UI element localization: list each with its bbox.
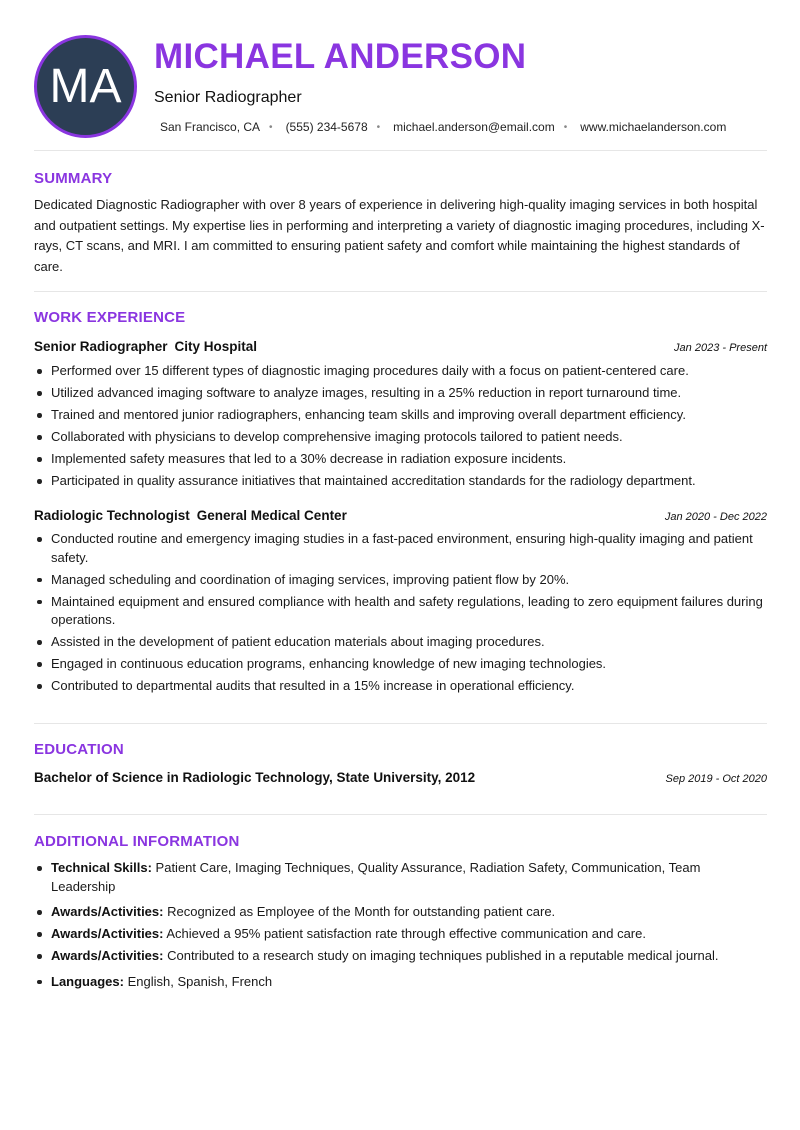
job-role: Radiologic Technologist bbox=[34, 508, 190, 523]
contact-location: San Francisco, CA bbox=[160, 120, 261, 134]
divider bbox=[34, 723, 767, 724]
job-header bbox=[34, 507, 767, 525]
list-item: Collaborated with physicians to develop comprehensive imaging protocols tailored to patient needs. bbox=[34, 428, 767, 447]
section-title-education: EDUCATION bbox=[34, 741, 124, 758]
list-item: Trained and mentored junior radiographers, enhancing team skills and improving overall department efficiency. bbox=[34, 406, 767, 425]
list-item bbox=[34, 903, 767, 922]
item-text: Contributed to a research study on imaging techniques published in a reputable medical journal. bbox=[167, 948, 719, 963]
list-item: Maintained equipment and ensured compliance with health and safety regulations, leading to zero equipment failures during operations. bbox=[34, 593, 767, 630]
bullet-separator-icon: • bbox=[269, 121, 273, 133]
divider bbox=[34, 150, 767, 151]
contact-info bbox=[160, 120, 726, 134]
list-item: Managed scheduling and coordination of imaging services, improving patient flow by 20%. bbox=[34, 571, 767, 590]
job-company: City Hospital bbox=[174, 339, 258, 354]
job-title: Senior Radiographer bbox=[154, 89, 302, 106]
item-label: Awards/Activities: bbox=[51, 948, 164, 963]
education-entry bbox=[34, 770, 767, 785]
section-title-summary: SUMMARY bbox=[34, 170, 113, 187]
item-label: Languages: bbox=[51, 973, 124, 989]
avatar-initials: MA bbox=[49, 60, 122, 113]
list-item: Engaged in continuous education programs, enhancing knowledge of new imaging technologies. bbox=[34, 655, 767, 674]
list-item bbox=[34, 947, 767, 966]
item-label: Awards/Activities: bbox=[51, 904, 164, 919]
list-item bbox=[34, 859, 767, 896]
list-item bbox=[34, 925, 767, 944]
contact-website[interactable]: www.michaelanderson.com bbox=[580, 120, 727, 134]
section-title-work-experience: WORK EXPERIENCE bbox=[34, 309, 186, 326]
job-header bbox=[34, 338, 767, 356]
summary-text: Dedicated Diagnostic Radiographer with over 8 years of experience in delivering high-quality imaging services in both hospital and outpatient settings. My expertise lies in performing and interpreting a variety of diagnostic imaging procedures, including X-rays, CT scans, and MRI. I am committed to ensuring patient safety and comfort while maintaining the highest standards of care. bbox=[34, 197, 765, 274]
job-bullets bbox=[34, 530, 767, 699]
list-item: Assisted in the development of patient education materials about imaging procedures. bbox=[34, 633, 767, 652]
item-text: Recognized as Employee of the Month for outstanding patient care. bbox=[167, 904, 556, 919]
list-item: Participated in quality assurance initiatives that maintained accreditation standards for the radiology department. bbox=[34, 472, 767, 491]
contact-phone: (555) 234-5678 bbox=[285, 120, 368, 134]
job-role: Senior Radiographer bbox=[34, 339, 168, 354]
item-text: Patient Care, Imaging Techniques, Quality Assurance, Radiation Safety, Communication, Team Leadership bbox=[51, 860, 701, 894]
bullet-separator-icon: • bbox=[376, 121, 381, 133]
divider bbox=[34, 814, 767, 815]
divider bbox=[34, 291, 767, 292]
avatar bbox=[34, 35, 137, 138]
item-label: Technical Skills: bbox=[51, 860, 152, 875]
job-dates: Jan 2023 - Present bbox=[674, 342, 767, 354]
education-dates: Sep 2019 - Oct 2020 bbox=[665, 773, 767, 785]
item-text: English, Spanish, French bbox=[127, 973, 273, 989]
list-item: Conducted routine and emergency imaging studies in a fast-paced environment, ensuring high-quality imaging and patient safety. bbox=[34, 530, 767, 567]
contact-email[interactable]: michael.anderson@email.com bbox=[393, 120, 555, 134]
list-item: Contributed to departmental audits that resulted in a 15% increase in operational efficiency. bbox=[34, 677, 767, 696]
list-item bbox=[34, 973, 767, 992]
list-item: Utilized advanced imaging software to analyze images, resulting in a 25% reduction in report turnaround time. bbox=[34, 384, 767, 403]
job-dates: Jan 2020 - Dec 2022 bbox=[664, 511, 767, 523]
additional-info-list bbox=[34, 859, 767, 995]
education-degree: Bachelor of Science in Radiologic Technology, State University, 2012 bbox=[34, 770, 476, 785]
list-item: Implemented safety measures that led to a 30% decrease in radiation exposure incidents. bbox=[34, 450, 767, 469]
job-company: General Medical Center bbox=[196, 508, 347, 523]
bullet-separator-icon: • bbox=[563, 121, 568, 133]
section-title-additional-information: ADDITIONAL INFORMATION bbox=[34, 833, 240, 850]
item-label: Awards/Activities: bbox=[51, 926, 164, 941]
list-item: Performed over 15 different types of diagnostic imaging procedures daily with a focus on patient-centered care. bbox=[34, 362, 767, 381]
candidate-name: MICHAEL ANDERSON bbox=[154, 37, 527, 76]
job-bullets bbox=[34, 362, 767, 494]
item-text: Achieved a 95% patient satisfaction rate through effective communication and care. bbox=[166, 926, 646, 941]
